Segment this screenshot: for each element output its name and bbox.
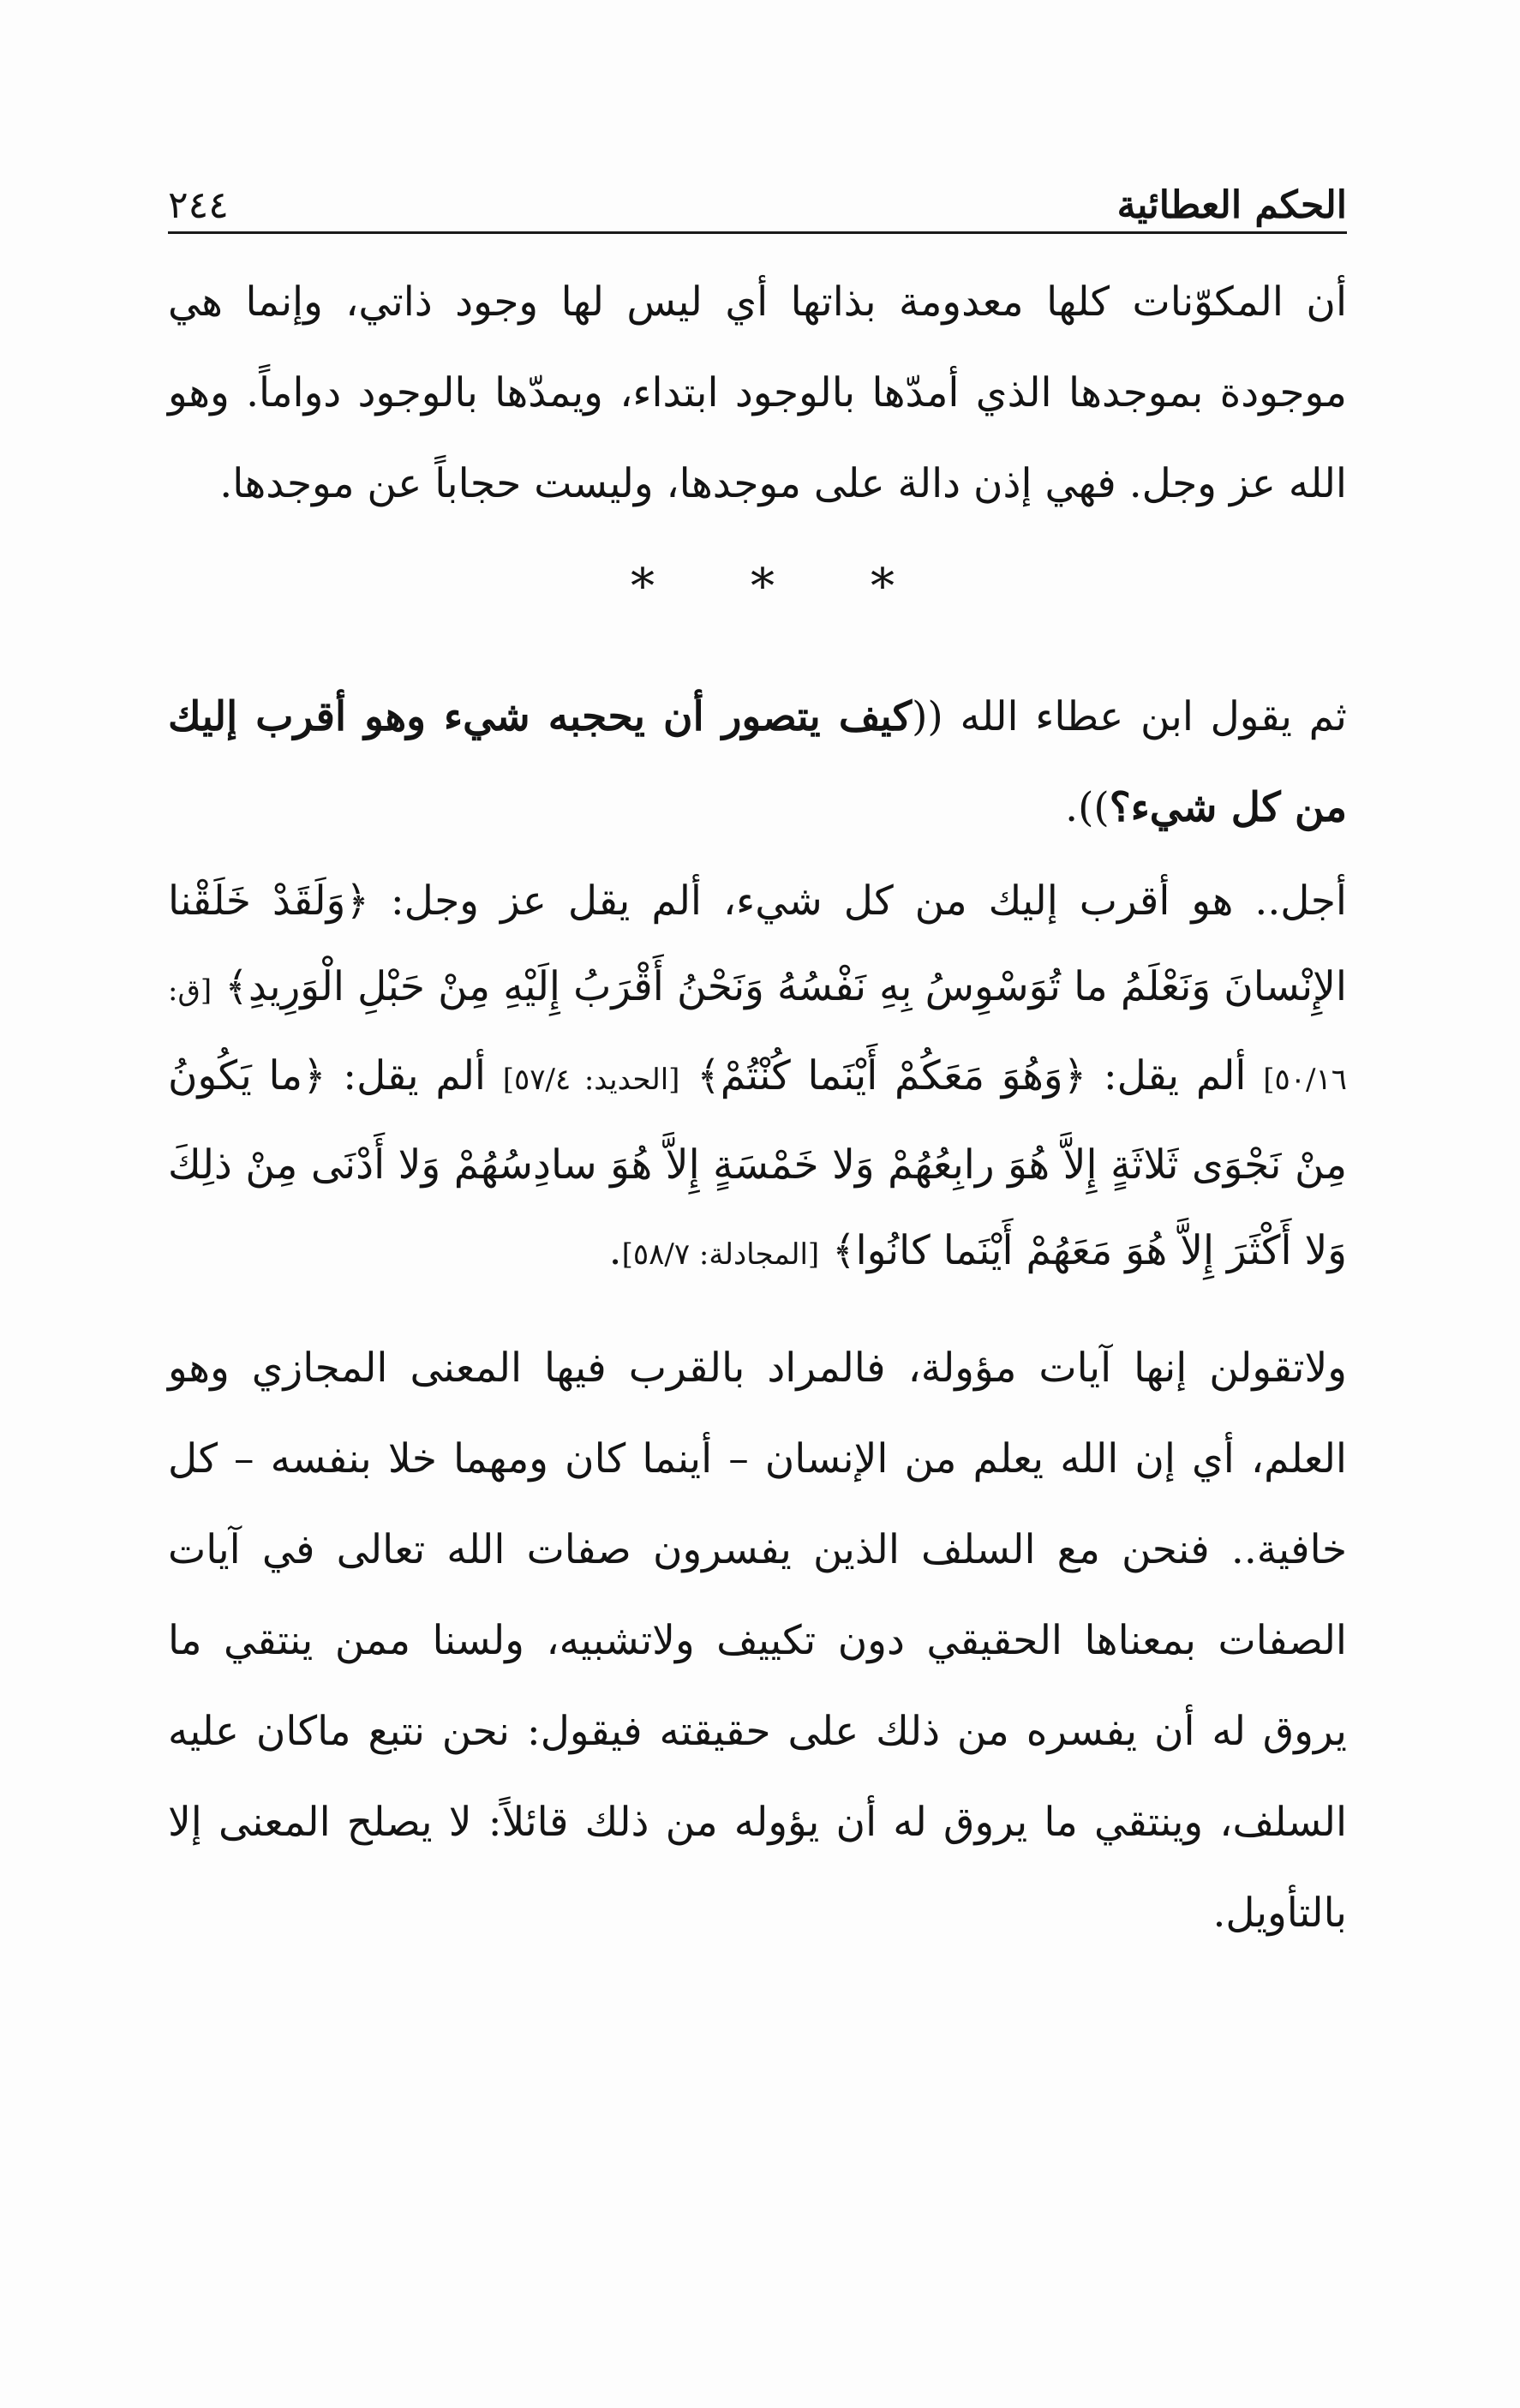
quran-quote-3: ألم يقل: ﴿ما يَكُونُ مِنْ نَجْوَى ثَلاثَةٍ إِلاَّ هُوَ رابِعُهُمْ وَلا خَمْسَةٍ إِلاَّ هُوَ سادِسُهُمْ وَلا أَدْنَى مِنْ ذلِكَ وَلا أَكْثَرَ إِلاَّ هُوَ مَعَهُمْ أَيْنَما كانُوا﴾ xyxy=(168,1052,1347,1274)
verse-reference-1: [ق: ٥٠/١٦] xyxy=(168,973,1348,1097)
running-title: الحكم العطائية xyxy=(1116,183,1347,227)
paragraph-1: أن المكوّنات كلها معدومة بذاتها أي ليس لها وجود ذاتي، وإنما هي موجودة بموجدها الذي أمدّها بالوجود ابتداء، ويمدّها بالوجود دواماً. وهو الله عز وجل. فهي إذن دالة على موجدها، وليست حجاباً عن موجدها. xyxy=(168,279,1347,507)
paragraph-2 xyxy=(168,672,1347,854)
page-header xyxy=(168,163,1347,225)
verse-reference-2: [الحديد: ٥٧/٤] xyxy=(502,1063,680,1097)
paragraph-3-end: . xyxy=(608,1227,622,1274)
section-separator xyxy=(168,535,1347,638)
paragraph-4: ولاتقولن إنها آيات مؤولة، فالمراد بالقرب فيها المعنى المجازي وهو العلم، أي إن الله يعلم من الإنسان – أينما كان ومهما خلا بنفسه – كل خافية.. فنحن مع السلف الذين يفسرون صفات الله تعالى في آيات الصفات بمعناها الحقيقي دون تكييف ولاتشبيه، ولسنا ممن ينتقي ما يروق له أن يفسره من ذلك على حقيقته فيقول: نحن نتبع ماكان عليه السلف، وينتقي ما يروق له أن يؤوله من ذلك قائلاً: لا يصلح المعنى إلا بالتأويل. xyxy=(168,1345,1347,1937)
page-body xyxy=(168,257,1347,1959)
quran-quote-1: أجل.. هو أقرب إليك من كل شيء، ألم يقل عز وجل: ﴿وَلَقَدْ خَلَقْنا الإِنْسانَ وَنَعْلَمُ ما تُوَسْوِسُ بِهِ نَفْسُهُ وَنَحْنُ أَقْرَبُ إِلَيْهِ مِنْ حَبْلِ الْوَرِيدِ﴾ xyxy=(168,878,1347,1010)
paragraph-2-intro: ثم يقول ابن عطاء الله (( xyxy=(912,693,1347,740)
separator-star: * xyxy=(631,558,655,614)
spacer xyxy=(168,1297,1347,1323)
page-number: ٢٤٤ xyxy=(168,183,229,227)
separator-star: * xyxy=(751,558,775,614)
verse-reference-3: [المجادلة: ٥٨/٧] xyxy=(621,1237,820,1272)
separator-star: * xyxy=(871,558,895,614)
quran-quote-2: ألم يقل: ﴿وَهُوَ مَعَكُمْ أَيْنَما كُنْتُمْ﴾ xyxy=(697,1052,1247,1099)
header-rule xyxy=(168,231,1347,234)
paragraph-2-close: )). xyxy=(1065,784,1110,831)
aphorism-quote: كيف يتصور أن يحجبه شيء وهو أقرب إليك من كل شيء؟ xyxy=(168,693,1347,831)
paragraph-3 xyxy=(168,859,1347,1297)
